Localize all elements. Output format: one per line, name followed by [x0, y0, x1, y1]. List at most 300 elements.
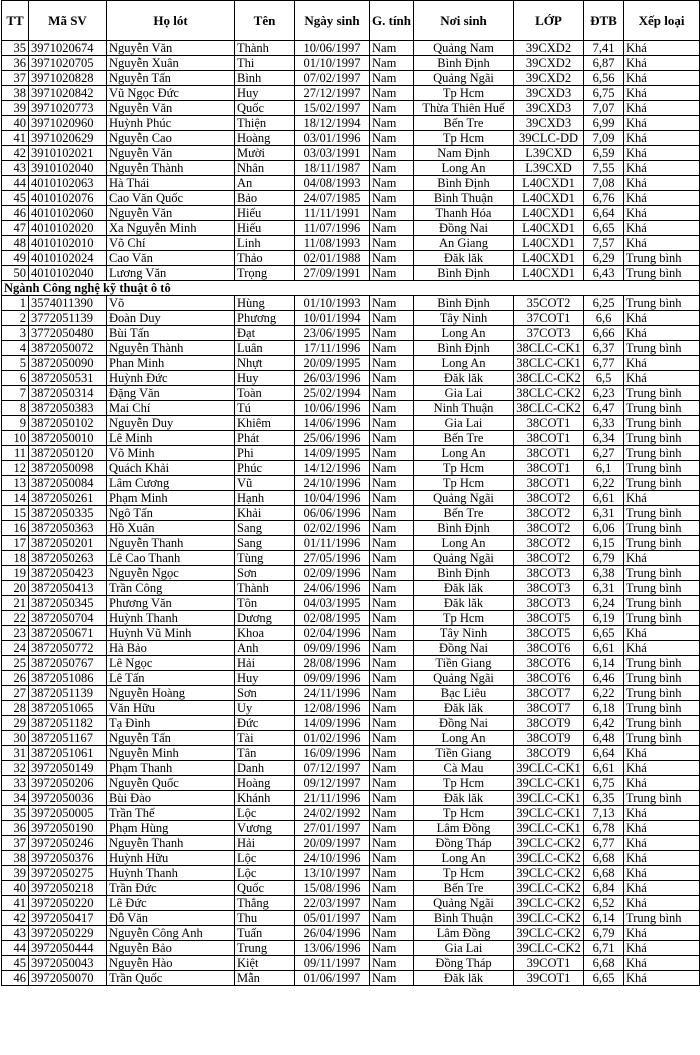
- cell-ten: Thắng: [235, 896, 295, 911]
- table-row: [2, 551, 700, 566]
- table-row: [2, 956, 700, 971]
- cell-noi-sinh: Tp Hcm: [414, 866, 514, 881]
- cell-xep-loai: Khá: [624, 371, 700, 386]
- cell-ten: Mẫn: [235, 971, 295, 986]
- cell-gioi-tinh: Nam: [370, 71, 414, 86]
- cell-ma-sv: 3872051065: [29, 701, 107, 716]
- cell-tt: 24: [2, 641, 29, 656]
- cell-dtb: 6,61: [584, 491, 624, 506]
- header-noi-sinh: Nơi sinh: [414, 1, 514, 41]
- cell-noi-sinh: Đồng Tháp: [414, 836, 514, 851]
- cell-ma-sv: 3972050376: [29, 851, 107, 866]
- cell-noi-sinh: Long An: [414, 536, 514, 551]
- group2-body: [2, 296, 700, 986]
- table-row: [2, 326, 700, 341]
- cell-dtb: 6,77: [584, 356, 624, 371]
- cell-xep-loai: Trung bình: [624, 476, 700, 491]
- cell-gioi-tinh: Nam: [370, 851, 414, 866]
- cell-dtb: 6,24: [584, 596, 624, 611]
- cell-xep-loai: Khá: [624, 851, 700, 866]
- cell-ma-sv: 3972050218: [29, 881, 107, 896]
- cell-ma-sv: 3971020629: [29, 131, 107, 146]
- cell-gioi-tinh: Nam: [370, 581, 414, 596]
- cell-ma-sv: 3872050201: [29, 536, 107, 551]
- cell-lop: 38COT9: [514, 731, 584, 746]
- table-row: [2, 911, 700, 926]
- cell-noi-sinh: Bến Tre: [414, 506, 514, 521]
- cell-noi-sinh: Gia Lai: [414, 941, 514, 956]
- cell-tt: 39: [2, 866, 29, 881]
- cell-lop: 39CLC-CK2: [514, 941, 584, 956]
- cell-xep-loai: Khá: [624, 881, 700, 896]
- cell-xep-loai: Trung bình: [624, 506, 700, 521]
- cell-xep-loai: Trung bình: [624, 911, 700, 926]
- cell-dtb: 6,64: [584, 206, 624, 221]
- cell-xep-loai: Trung bình: [624, 581, 700, 596]
- cell-noi-sinh: Bình Định: [414, 521, 514, 536]
- cell-lop: 39CLC-CK1: [514, 791, 584, 806]
- cell-noi-sinh: Tp Hcm: [414, 86, 514, 101]
- table-row: [2, 71, 700, 86]
- cell-lop: 38COT5: [514, 611, 584, 626]
- cell-gioi-tinh: Nam: [370, 311, 414, 326]
- table-row: [2, 131, 700, 146]
- cell-gioi-tinh: Nam: [370, 56, 414, 71]
- cell-ten: Tùng: [235, 551, 295, 566]
- cell-ma-sv: 3872050084: [29, 476, 107, 491]
- cell-xep-loai: Khá: [624, 896, 700, 911]
- cell-noi-sinh: Đăk lăk: [414, 371, 514, 386]
- cell-noi-sinh: Đăk lăk: [414, 791, 514, 806]
- cell-noi-sinh: Quảng Nam: [414, 41, 514, 56]
- cell-gioi-tinh: Nam: [370, 401, 414, 416]
- cell-xep-loai: Trung bình: [624, 656, 700, 671]
- cell-gioi-tinh: Nam: [370, 761, 414, 776]
- table-row: [2, 686, 700, 701]
- cell-lop: 38COT3: [514, 581, 584, 596]
- cell-xep-loai: Trung bình: [624, 521, 700, 536]
- cell-xep-loai: Trung bình: [624, 686, 700, 701]
- cell-ten: Hạnh: [235, 491, 295, 506]
- cell-xep-loai: Khá: [624, 746, 700, 761]
- cell-ma-sv: 3872050010: [29, 431, 107, 446]
- cell-xep-loai: Khá: [624, 191, 700, 206]
- cell-gioi-tinh: Nam: [370, 566, 414, 581]
- cell-dtb: 6,65: [584, 971, 624, 986]
- cell-xep-loai: Trung bình: [624, 431, 700, 446]
- cell-ten: Bình: [235, 71, 295, 86]
- cell-lop: 39CLC-CK2: [514, 881, 584, 896]
- cell-noi-sinh: Bình Định: [414, 266, 514, 281]
- cell-ho-lot: Phan Minh: [107, 356, 235, 371]
- cell-noi-sinh: Bình Định: [414, 56, 514, 71]
- cell-ten: Huy: [235, 371, 295, 386]
- cell-xep-loai: Khá: [624, 866, 700, 881]
- cell-ma-sv: 3872050363: [29, 521, 107, 536]
- cell-gioi-tinh: Nam: [370, 836, 414, 851]
- cell-lop: 38CLC-CK2: [514, 371, 584, 386]
- cell-ma-sv: 3872050413: [29, 581, 107, 596]
- cell-gioi-tinh: Nam: [370, 971, 414, 986]
- cell-tt: 27: [2, 686, 29, 701]
- cell-gioi-tinh: Nam: [370, 266, 414, 281]
- cell-tt: 11: [2, 446, 29, 461]
- cell-ma-sv: 3972050444: [29, 941, 107, 956]
- cell-ten: An: [235, 176, 295, 191]
- table-row: [2, 431, 700, 446]
- cell-dtb: 6,22: [584, 686, 624, 701]
- cell-dtb: 6,14: [584, 656, 624, 671]
- table-row: [2, 611, 700, 626]
- cell-ho-lot: Phạm Hùng: [107, 821, 235, 836]
- cell-tt: 33: [2, 776, 29, 791]
- cell-dtb: 6,84: [584, 881, 624, 896]
- header-row: [2, 1, 700, 41]
- cell-ma-sv: 4010102020: [29, 221, 107, 236]
- cell-gioi-tinh: Nam: [370, 461, 414, 476]
- cell-noi-sinh: Quảng Ngãi: [414, 71, 514, 86]
- cell-noi-sinh: Gia Lai: [414, 386, 514, 401]
- cell-dtb: 6,38: [584, 566, 624, 581]
- cell-tt: 19: [2, 566, 29, 581]
- cell-ngay-sinh: 04/08/1993: [295, 176, 370, 191]
- cell-dtb: 6,79: [584, 926, 624, 941]
- cell-dtb: 6,43: [584, 266, 624, 281]
- cell-xep-loai: Khá: [624, 101, 700, 116]
- cell-tt: 10: [2, 431, 29, 446]
- cell-lop: 39CXD3: [514, 116, 584, 131]
- cell-gioi-tinh: Nam: [370, 116, 414, 131]
- cell-ho-lot: Đặng Văn: [107, 386, 235, 401]
- cell-ma-sv: 4010102010: [29, 236, 107, 251]
- cell-tt: 36: [2, 821, 29, 836]
- cell-lop: 39CLC-CK2: [514, 896, 584, 911]
- cell-noi-sinh: Lâm Đồng: [414, 821, 514, 836]
- cell-ho-lot: Lê Tấn: [107, 671, 235, 686]
- cell-dtb: 7,57: [584, 236, 624, 251]
- cell-xep-loai: Khá: [624, 206, 700, 221]
- cell-tt: 20: [2, 581, 29, 596]
- cell-tt: 41: [2, 131, 29, 146]
- cell-gioi-tinh: Nam: [370, 431, 414, 446]
- cell-tt: 49: [2, 251, 29, 266]
- cell-ngay-sinh: 12/08/1996: [295, 701, 370, 716]
- table-row: [2, 851, 700, 866]
- cell-gioi-tinh: Nam: [370, 506, 414, 521]
- cell-dtb: 6,22: [584, 476, 624, 491]
- cell-ma-sv: 3872051086: [29, 671, 107, 686]
- cell-lop: 38COT9: [514, 716, 584, 731]
- cell-noi-sinh: Bạc Liêu: [414, 686, 514, 701]
- cell-dtb: 6,68: [584, 956, 624, 971]
- cell-gioi-tinh: Nam: [370, 806, 414, 821]
- cell-lop: 39COT1: [514, 956, 584, 971]
- cell-ngay-sinh: 21/11/1996: [295, 791, 370, 806]
- cell-lop: L39CXD: [514, 161, 584, 176]
- cell-ngay-sinh: 13/06/1996: [295, 941, 370, 956]
- cell-noi-sinh: Long An: [414, 356, 514, 371]
- cell-dtb: 6,6: [584, 311, 624, 326]
- cell-tt: 18: [2, 551, 29, 566]
- cell-ho-lot: Đỗ Văn: [107, 911, 235, 926]
- cell-gioi-tinh: Nam: [370, 236, 414, 251]
- cell-ten: Thu: [235, 911, 295, 926]
- cell-ten: Hùng: [235, 296, 295, 311]
- cell-tt: 3: [2, 326, 29, 341]
- cell-noi-sinh: Bình Thuận: [414, 191, 514, 206]
- cell-xep-loai: Trung bình: [624, 341, 700, 356]
- cell-ma-sv: 3972050043: [29, 956, 107, 971]
- cell-dtb: 6,15: [584, 536, 624, 551]
- cell-noi-sinh: Đăk lăk: [414, 251, 514, 266]
- cell-lop: 38COT2: [514, 491, 584, 506]
- cell-dtb: 6,66: [584, 326, 624, 341]
- table-row: [2, 401, 700, 416]
- table-row: [2, 341, 700, 356]
- cell-gioi-tinh: Nam: [370, 161, 414, 176]
- cell-ngay-sinh: 07/02/1997: [295, 71, 370, 86]
- cell-xep-loai: Khá: [624, 176, 700, 191]
- cell-lop: 37COT1: [514, 311, 584, 326]
- cell-dtb: 6,75: [584, 776, 624, 791]
- cell-noi-sinh: Đồng Nai: [414, 641, 514, 656]
- cell-ten: Thành: [235, 581, 295, 596]
- cell-ngay-sinh: 25/02/1994: [295, 386, 370, 401]
- table-row: [2, 101, 700, 116]
- table-row: [2, 371, 700, 386]
- cell-tt: 50: [2, 266, 29, 281]
- cell-lop: 38COT3: [514, 566, 584, 581]
- cell-ho-lot: Huỳnh Hữu: [107, 851, 235, 866]
- cell-lop: L40CXD1: [514, 191, 584, 206]
- table-row: [2, 701, 700, 716]
- cell-ngay-sinh: 13/10/1997: [295, 866, 370, 881]
- table-row: [2, 116, 700, 131]
- cell-lop: 38COT6: [514, 641, 584, 656]
- cell-ngay-sinh: 27/01/1997: [295, 821, 370, 836]
- cell-tt: 25: [2, 656, 29, 671]
- cell-ho-lot: Bùi Đào: [107, 791, 235, 806]
- cell-ma-sv: 3872051167: [29, 731, 107, 746]
- cell-noi-sinh: Cà Mau: [414, 761, 514, 776]
- cell-dtb: 6,27: [584, 446, 624, 461]
- cell-gioi-tinh: Nam: [370, 911, 414, 926]
- cell-xep-loai: Trung bình: [624, 416, 700, 431]
- cell-dtb: 6,18: [584, 701, 624, 716]
- cell-ten: Khoa: [235, 626, 295, 641]
- cell-ngay-sinh: 27/12/1997: [295, 86, 370, 101]
- cell-tt: 13: [2, 476, 29, 491]
- cell-ten: Thi: [235, 56, 295, 71]
- table-row: [2, 476, 700, 491]
- cell-ngay-sinh: 24/07/1985: [295, 191, 370, 206]
- cell-tt: 39: [2, 101, 29, 116]
- cell-dtb: 6,65: [584, 221, 624, 236]
- cell-noi-sinh: Đồng Nai: [414, 716, 514, 731]
- cell-ngay-sinh: 02/02/1996: [295, 521, 370, 536]
- cell-ho-lot: Văn Hữu: [107, 701, 235, 716]
- cell-ho-lot: Huỳnh Vũ Minh: [107, 626, 235, 641]
- cell-ho-lot: Quách Khải: [107, 461, 235, 476]
- table-row: [2, 881, 700, 896]
- cell-lop: L40CXD1: [514, 236, 584, 251]
- cell-dtb: 6,64: [584, 746, 624, 761]
- cell-xep-loai: Khá: [624, 41, 700, 56]
- cell-ho-lot: Hà Bảo: [107, 641, 235, 656]
- cell-ten: Mười: [235, 146, 295, 161]
- cell-ma-sv: 3972050005: [29, 806, 107, 821]
- table-row: [2, 626, 700, 641]
- cell-tt: 31: [2, 746, 29, 761]
- cell-ma-sv: 3972050206: [29, 776, 107, 791]
- cell-dtb: 6,59: [584, 146, 624, 161]
- cell-noi-sinh: Gia Lai: [414, 416, 514, 431]
- cell-ten: Thành: [235, 41, 295, 56]
- cell-noi-sinh: Đăk lăk: [414, 971, 514, 986]
- cell-noi-sinh: Tiền Giang: [414, 746, 514, 761]
- cell-dtb: 6,46: [584, 671, 624, 686]
- cell-ho-lot: Nguyễn Văn: [107, 101, 235, 116]
- cell-gioi-tinh: Nam: [370, 86, 414, 101]
- cell-ho-lot: Lê Cao Thanh: [107, 551, 235, 566]
- cell-ma-sv: 3872050120: [29, 446, 107, 461]
- cell-xep-loai: Trung bình: [624, 296, 700, 311]
- cell-xep-loai: Khá: [624, 626, 700, 641]
- cell-ngay-sinh: 14/12/1996: [295, 461, 370, 476]
- cell-noi-sinh: Tiền Giang: [414, 656, 514, 671]
- table-row: [2, 296, 700, 311]
- cell-ten: Lộc: [235, 806, 295, 821]
- cell-gioi-tinh: Nam: [370, 671, 414, 686]
- cell-ten: Tú: [235, 401, 295, 416]
- cell-ten: Thiện: [235, 116, 295, 131]
- cell-ma-sv: 3772050480: [29, 326, 107, 341]
- cell-dtb: 7,08: [584, 176, 624, 191]
- cell-gioi-tinh: Nam: [370, 536, 414, 551]
- cell-noi-sinh: Lâm Đồng: [414, 926, 514, 941]
- cell-gioi-tinh: Nam: [370, 326, 414, 341]
- cell-ho-lot: Nguyễn Hào: [107, 956, 235, 971]
- cell-lop: 39CLC-CK2: [514, 836, 584, 851]
- cell-ho-lot: Trần Quốc: [107, 971, 235, 986]
- cell-lop: 39CLC-CK1: [514, 821, 584, 836]
- cell-ma-sv: 3872050383: [29, 401, 107, 416]
- cell-gioi-tinh: Nam: [370, 101, 414, 116]
- cell-noi-sinh: Quảng Ngãi: [414, 896, 514, 911]
- cell-ngay-sinh: 23/06/1995: [295, 326, 370, 341]
- cell-tt: 40: [2, 881, 29, 896]
- cell-ten: Vương: [235, 821, 295, 836]
- cell-ngay-sinh: 07/12/1997: [295, 761, 370, 776]
- cell-ngay-sinh: 05/01/1997: [295, 911, 370, 926]
- cell-noi-sinh: Thừa Thiên Huế: [414, 101, 514, 116]
- cell-ngay-sinh: 14/09/1996: [295, 716, 370, 731]
- cell-ma-sv: 3971020842: [29, 86, 107, 101]
- cell-ten: Luân: [235, 341, 295, 356]
- cell-xep-loai: Khá: [624, 146, 700, 161]
- cell-noi-sinh: Tây Ninh: [414, 626, 514, 641]
- header-lop: LỚP: [514, 1, 584, 41]
- cell-ma-sv: 3972050190: [29, 821, 107, 836]
- cell-dtb: 6,25: [584, 296, 624, 311]
- cell-ho-lot: Nguyễn Duy: [107, 416, 235, 431]
- cell-noi-sinh: Long An: [414, 326, 514, 341]
- cell-ho-lot: Võ: [107, 296, 235, 311]
- cell-ho-lot: Lương Văn: [107, 266, 235, 281]
- cell-dtb: 6,79: [584, 551, 624, 566]
- table-row: [2, 161, 700, 176]
- cell-tt: 44: [2, 941, 29, 956]
- cell-tt: 42: [2, 146, 29, 161]
- cell-lop: 38COT2: [514, 506, 584, 521]
- cell-ten: Tài: [235, 731, 295, 746]
- cell-noi-sinh: Long An: [414, 851, 514, 866]
- table-row: [2, 176, 700, 191]
- table-row: [2, 821, 700, 836]
- cell-xep-loai: Trung bình: [624, 386, 700, 401]
- cell-ten: Quốc: [235, 101, 295, 116]
- cell-xep-loai: Trung bình: [624, 731, 700, 746]
- table-row: [2, 461, 700, 476]
- cell-xep-loai: Khá: [624, 326, 700, 341]
- table-row: [2, 971, 700, 986]
- cell-ma-sv: 3872051139: [29, 686, 107, 701]
- cell-ngay-sinh: 25/06/1996: [295, 431, 370, 446]
- table-row: [2, 311, 700, 326]
- cell-ngay-sinh: 24/06/1996: [295, 581, 370, 596]
- cell-ho-lot: Nguyễn Ngọc: [107, 566, 235, 581]
- table-row: [2, 191, 700, 206]
- cell-tt: 35: [2, 41, 29, 56]
- cell-xep-loai: Khá: [624, 311, 700, 326]
- cell-ho-lot: Ngô Tấn: [107, 506, 235, 521]
- cell-ngay-sinh: 26/04/1996: [295, 926, 370, 941]
- cell-ho-lot: Lê Minh: [107, 431, 235, 446]
- cell-ma-sv: 3872050335: [29, 506, 107, 521]
- cell-ma-sv: 3872050263: [29, 551, 107, 566]
- cell-xep-loai: Trung bình: [624, 566, 700, 581]
- cell-xep-loai: Trung bình: [624, 536, 700, 551]
- cell-ten: Phát: [235, 431, 295, 446]
- cell-ngay-sinh: 11/07/1996: [295, 221, 370, 236]
- cell-dtb: 6,48: [584, 731, 624, 746]
- cell-ho-lot: Nguyễn Tấn: [107, 71, 235, 86]
- cell-dtb: 6,35: [584, 791, 624, 806]
- cell-tt: 34: [2, 791, 29, 806]
- cell-xep-loai: Trung bình: [624, 461, 700, 476]
- cell-ngay-sinh: 24/02/1992: [295, 806, 370, 821]
- cell-ho-lot: Xa Nguyễn Minh: [107, 221, 235, 236]
- cell-tt: 41: [2, 896, 29, 911]
- cell-xep-loai: Khá: [624, 776, 700, 791]
- cell-tt: 45: [2, 956, 29, 971]
- cell-ten: Hoàng: [235, 131, 295, 146]
- section-title: Ngành Công nghệ kỹ thuật ô tô: [2, 281, 700, 296]
- cell-tt: 22: [2, 611, 29, 626]
- cell-ngay-sinh: 01/06/1997: [295, 971, 370, 986]
- cell-tt: 16: [2, 521, 29, 536]
- cell-tt: 29: [2, 716, 29, 731]
- cell-dtb: 6,34: [584, 431, 624, 446]
- cell-ten: Sơn: [235, 566, 295, 581]
- cell-tt: 21: [2, 596, 29, 611]
- cell-ma-sv: 3872050102: [29, 416, 107, 431]
- cell-ma-sv: 4010102060: [29, 206, 107, 221]
- cell-xep-loai: Trung bình: [624, 401, 700, 416]
- cell-noi-sinh: Bến Tre: [414, 431, 514, 446]
- cell-ngay-sinh: 10/01/1994: [295, 311, 370, 326]
- cell-ma-sv: 3971020773: [29, 101, 107, 116]
